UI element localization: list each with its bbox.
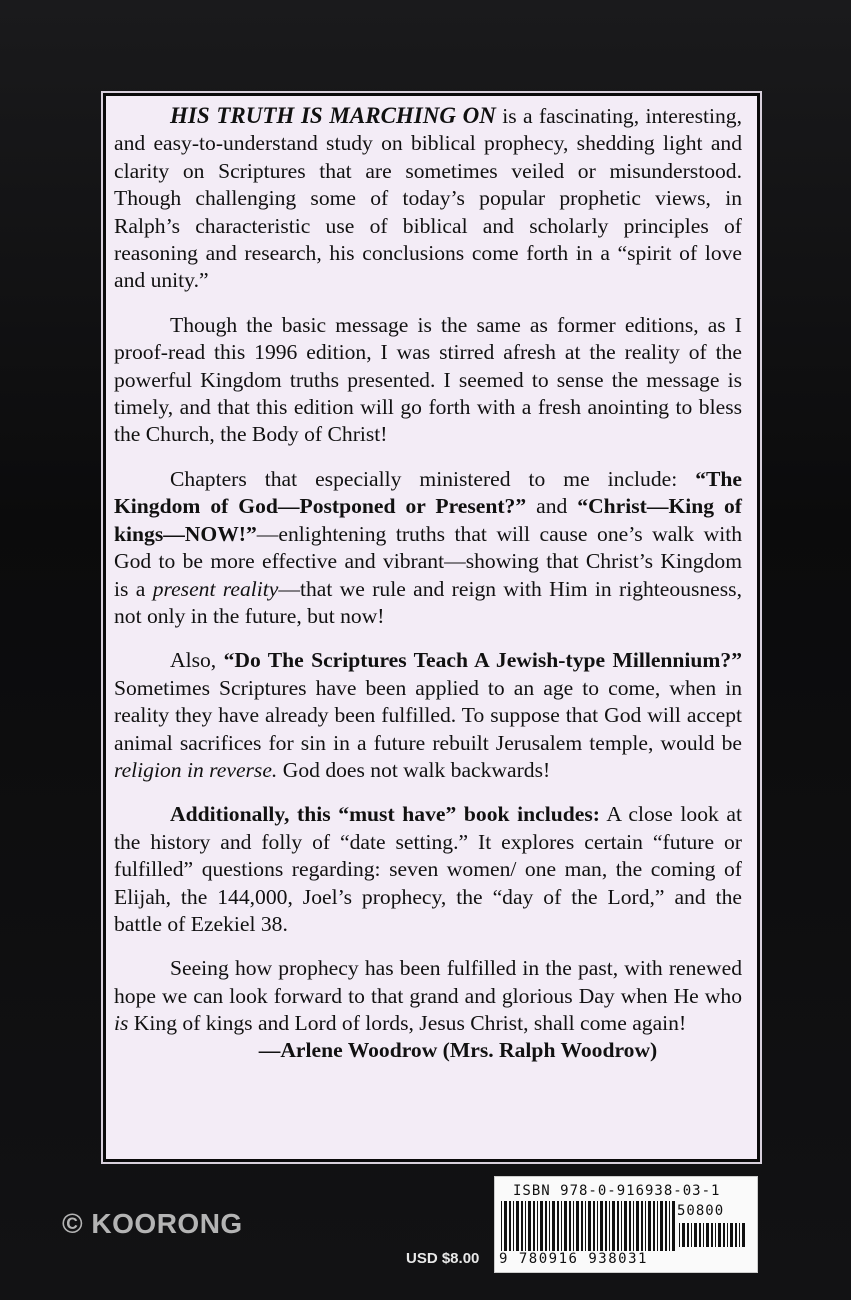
paragraph-6: Seeing how prophecy has been fulfilled in the past, with renewed hope we can look forward to that grand and glorious Day when He who is King of kings and Lord of lords, Jesus Christ, shall come again! [114, 956, 742, 1036]
barcode-bar [521, 1201, 523, 1251]
addon-barcode-bars [679, 1223, 749, 1247]
barcode-bar [645, 1201, 646, 1251]
paragraph-4: Also, “Do The Scriptures Teach A Jewish-type Millennium?” Sometimes Scriptures have been applied to an age to come, when in reality they have already been fulfilled. To suppose that God will accept animal sacrifices for sin in a future rebuilt Jerusalem temple, would be religion in reverse. God does not walk backwards! [114, 648, 743, 782]
barcode-bar [609, 1201, 610, 1251]
barcode-bar [501, 1201, 502, 1251]
barcode-bar [540, 1201, 543, 1251]
barcode-bar [723, 1223, 725, 1247]
barcode-bar [665, 1201, 667, 1251]
barcode-bar [669, 1201, 670, 1251]
barcode-bar [576, 1201, 579, 1251]
paragraph-3: Chapters that especially ministered to me include: “The Kingdom of God—Postponed or Present?” and “Christ—King of kings—NOW!”—enlightening truths that will cause one’s walk with God to be more effective and vibrant—showing that Christ’s Kingdom is a present reality—that we rule and reign with Him in righteousness, not only in the future, but now! [114, 466, 742, 628]
barcode-bar [682, 1223, 685, 1247]
barcode-bar [564, 1201, 567, 1251]
barcode-bar [533, 1201, 535, 1251]
barcode-bar [735, 1223, 737, 1247]
blurb-text [114, 102, 742, 1055]
barcode-bar [711, 1223, 713, 1247]
barcode-bar [612, 1201, 615, 1251]
barcode-bar [504, 1201, 507, 1251]
barcode-bar [617, 1201, 619, 1251]
barcode-bar [727, 1223, 728, 1247]
barcode-bar [593, 1201, 595, 1251]
barcode-bar [624, 1201, 627, 1251]
barcode-bar [516, 1201, 519, 1251]
barcode-bar [585, 1201, 586, 1251]
barcode-bar [694, 1223, 697, 1247]
barcode-bar [660, 1201, 663, 1251]
barcode-bars [501, 1201, 675, 1251]
barcode-bar [633, 1201, 634, 1251]
isbn-text: ISBN 978-0-916938-03-1 [513, 1183, 721, 1199]
barcode-bar [537, 1201, 538, 1251]
barcode-bar [703, 1223, 704, 1247]
barcode-bar [605, 1201, 607, 1251]
barcode-bar [525, 1201, 526, 1251]
barcode-bar [597, 1201, 598, 1251]
barcode-bar [569, 1201, 571, 1251]
barcode-bar [687, 1223, 689, 1247]
barcode-bar [600, 1201, 603, 1251]
barcode-bar [561, 1201, 562, 1251]
addon-code: 50800 [677, 1203, 725, 1219]
barcode-bar [641, 1201, 643, 1251]
koorong-watermark: © KOORONG [62, 1208, 243, 1239]
barcode-bar [691, 1223, 692, 1247]
barcode-bar [545, 1201, 547, 1251]
barcode-bar [742, 1223, 745, 1247]
barcode-bar [573, 1201, 574, 1251]
barcode-bar [679, 1223, 680, 1247]
barcode-bar [528, 1201, 531, 1251]
barcode-bar [730, 1223, 733, 1247]
barcode-bar [653, 1201, 655, 1251]
barcode-bar [706, 1223, 709, 1247]
barcode-bar [739, 1223, 740, 1247]
paragraph-5: Additionally, this “must have” book includes: A close look at the history and folly of “date setting.” It explores certain “future or fulfilled” questions regarding: seven women/ one man, the coming of Elijah, the 144,000, Joel’s prophecy, the “day of the Lord,” and the battle of Ezekiel 38. [114, 802, 743, 936]
barcode-bar [636, 1201, 639, 1251]
book-title-lead: HIS TRUTH IS MARCHING ON [170, 103, 496, 128]
barcode-bar [552, 1201, 555, 1251]
barcode-bar [588, 1201, 591, 1251]
barcode-bar [672, 1201, 675, 1251]
barcode-bar [621, 1201, 622, 1251]
barcode-bar [509, 1201, 511, 1251]
barcode-bar [549, 1201, 550, 1251]
barcode-bar [581, 1201, 583, 1251]
price-label: USD $8.00 [406, 1250, 480, 1267]
barcode-bar [557, 1201, 559, 1251]
barcode-bar [657, 1201, 658, 1251]
signature: —Arlene Woodrow (Mrs. Ralph Woodrow) [258, 1038, 658, 1062]
paragraph-2: Though the basic message is the same as former editions, as I proof-read this 1996 edition, I was stirred afresh at the reality of the powerful Kingdom truths presented. I seemed to sense the message is timely, and that this edition will go forth with a fresh anointing to bless the Church, the Body of Christ! [114, 312, 742, 447]
barcode-bar [513, 1201, 514, 1251]
barcode-bar [699, 1223, 701, 1247]
paragraph-1: HIS TRUTH IS MARCHING ON is a fascinating, interesting, and easy-to-understand study on biblical prophecy, shedding light and clarity on Scriptures that are sometimes veiled or misunderstood. Though challenging some of today’s popular prophetic views, in Ralph’s characteristic use of biblical and scholarly principles of reasoning and research, his conclusions come forth in a “spirit of love and unity.” [114, 103, 742, 293]
barcode-digits: 9 780916 938031 [499, 1251, 648, 1267]
barcode-bar [715, 1223, 716, 1247]
barcode-box [494, 1176, 758, 1273]
barcode-bar [718, 1223, 721, 1247]
barcode-bar [648, 1201, 651, 1251]
barcode-bar [629, 1201, 631, 1251]
